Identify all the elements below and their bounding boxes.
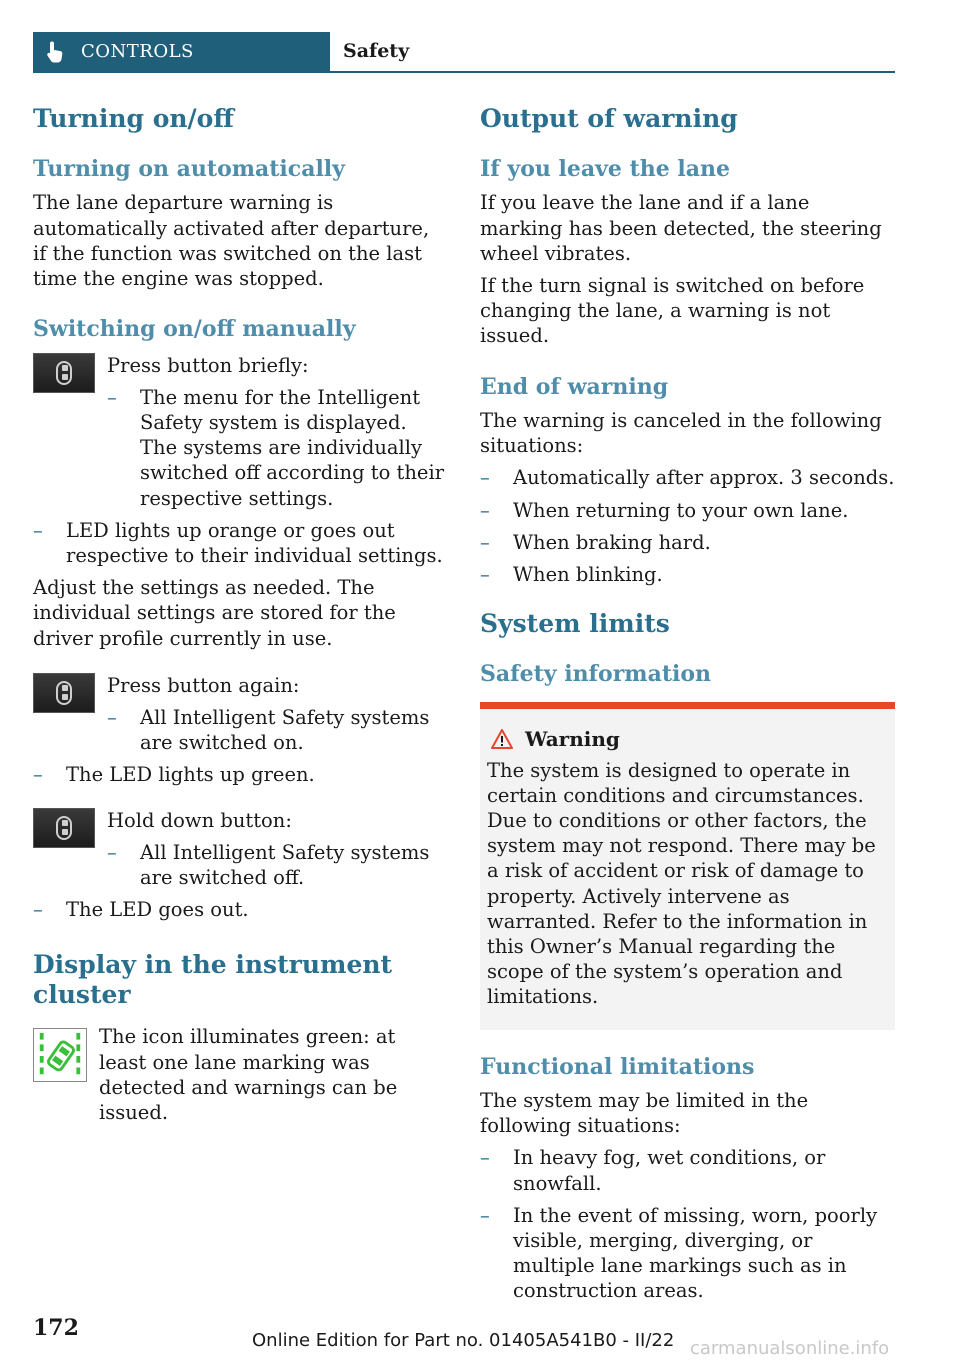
list-item: – Automatically after approx. 3 seconds.: [480, 465, 895, 490]
functional-list: [480, 1145, 895, 1303]
safety-information-heading: Safety information: [480, 661, 712, 688]
watermark: carmanualsonline.info: [690, 1338, 890, 1359]
right-column: [480, 104, 895, 1311]
switching-manually-heading: Switching on/off manually: [33, 316, 356, 343]
leave-paragraph-1: If you leave the lane and if a lane marking has been detected, the steering wheel vibrates.: [480, 191, 882, 265]
end-list: [480, 465, 895, 587]
functional-paragraph: The system may be limited in the following situations:: [480, 1089, 809, 1138]
left-column: [33, 104, 448, 1125]
section-label: Safety: [343, 40, 410, 62]
safety-button-icon: [33, 673, 95, 713]
hold-down-label: Hold down button:: [107, 808, 292, 832]
list-item: – When braking hard.: [480, 530, 895, 555]
warning-title: Warning: [525, 726, 620, 751]
edition-text: Online Edition for Part no. 01405A541B0 - II/22: [252, 1330, 675, 1351]
adjust-paragraph: Adjust the settings as needed. The individual settings are stored for the driver profile currently in use.: [33, 576, 396, 650]
lane-departure-icon: [33, 1028, 87, 1082]
output-warning-heading: Output of warning: [480, 104, 738, 133]
auto-paragraph: The lane departure warning is automatically activated after departure, if the function was switched on the last time the engine was stopped.: [33, 191, 430, 290]
warning-triangle-icon: [491, 729, 513, 749]
list-item: – The LED lights up green.: [33, 762, 448, 787]
warning-text: The system is designed to operate in certain conditions and circumstances. Due to conditions or other factors, the system may not respond. There may be a risk of accident or risk of damage to property. Actively intervene as warranted. Refer to the information in this Owner’s Manual regarding the scope of the system’s operation and limitations.: [487, 758, 876, 1009]
led-out-list: [33, 897, 448, 922]
turning-on-off-heading: Turning on/off: [33, 104, 234, 133]
pointing-hand-icon: [45, 40, 65, 64]
functional-limitations-heading: Functional limitations: [480, 1053, 755, 1080]
press-again-label: Press button again:: [107, 673, 300, 697]
turning-on-automatically-heading: Turning on automatically: [33, 156, 345, 182]
end-warning-heading: End of warning: [480, 373, 669, 400]
chapter-label: CONTROLS: [81, 41, 194, 62]
page-header: [33, 32, 895, 73]
press-briefly-list: [107, 385, 448, 511]
list-item: – The LED goes out.: [33, 897, 448, 922]
safety-button-icon: [33, 353, 95, 393]
press-briefly-label: Press button briefly:: [107, 353, 309, 377]
warning-title-row: [491, 727, 888, 752]
list-item: – When returning to your own lane.: [480, 498, 895, 523]
display-cluster-heading: Display in the instrument cluster: [33, 950, 393, 1010]
led-green-list: [33, 762, 448, 787]
list-item: – In heavy fog, wet conditions, or snowfall.: [480, 1145, 895, 1195]
display-paragraph: The icon illuminates green: at least one lane marking was detected and warnings can be issued.: [99, 1025, 398, 1125]
list-item: – When blinking.: [480, 562, 895, 587]
press-again-list: [107, 705, 448, 755]
hold-down-list: [107, 840, 448, 890]
list-item: – All Intelligent Safety systems are switched on.: [107, 705, 448, 755]
page-number: 172: [33, 1315, 79, 1341]
list-item: – LED lights up orange or goes out respective to their individual settings.: [33, 518, 448, 568]
hold-down-block: [33, 808, 448, 891]
cluster-block: [33, 1024, 448, 1125]
leave-paragraph-2: If the turn signal is switched on before changing the lane, a warning is not issued.: [480, 274, 865, 348]
chapter-tab: [33, 32, 330, 71]
system-limits-heading: System limits: [480, 609, 670, 639]
list-item: – In the event of missing, worn, poorly visible, merging, diverging, or multiple lane markings such as in construction areas.: [480, 1203, 895, 1304]
press-again-block: [33, 673, 448, 756]
press-briefly-block: [33, 353, 448, 511]
end-paragraph: The warning is canceled in the following situations:: [480, 409, 882, 458]
safety-button-icon: [33, 808, 95, 848]
leave-lane-heading: If you leave the lane: [480, 156, 730, 182]
list-item: – All Intelligent Safety systems are switched off.: [107, 840, 448, 890]
warning-box: [480, 702, 895, 1030]
list-item: – The menu for the Intelligent Safety system is displayed. The systems are individually switched off according to their respective settings.: [107, 385, 448, 511]
led-orange-list: [33, 518, 448, 568]
